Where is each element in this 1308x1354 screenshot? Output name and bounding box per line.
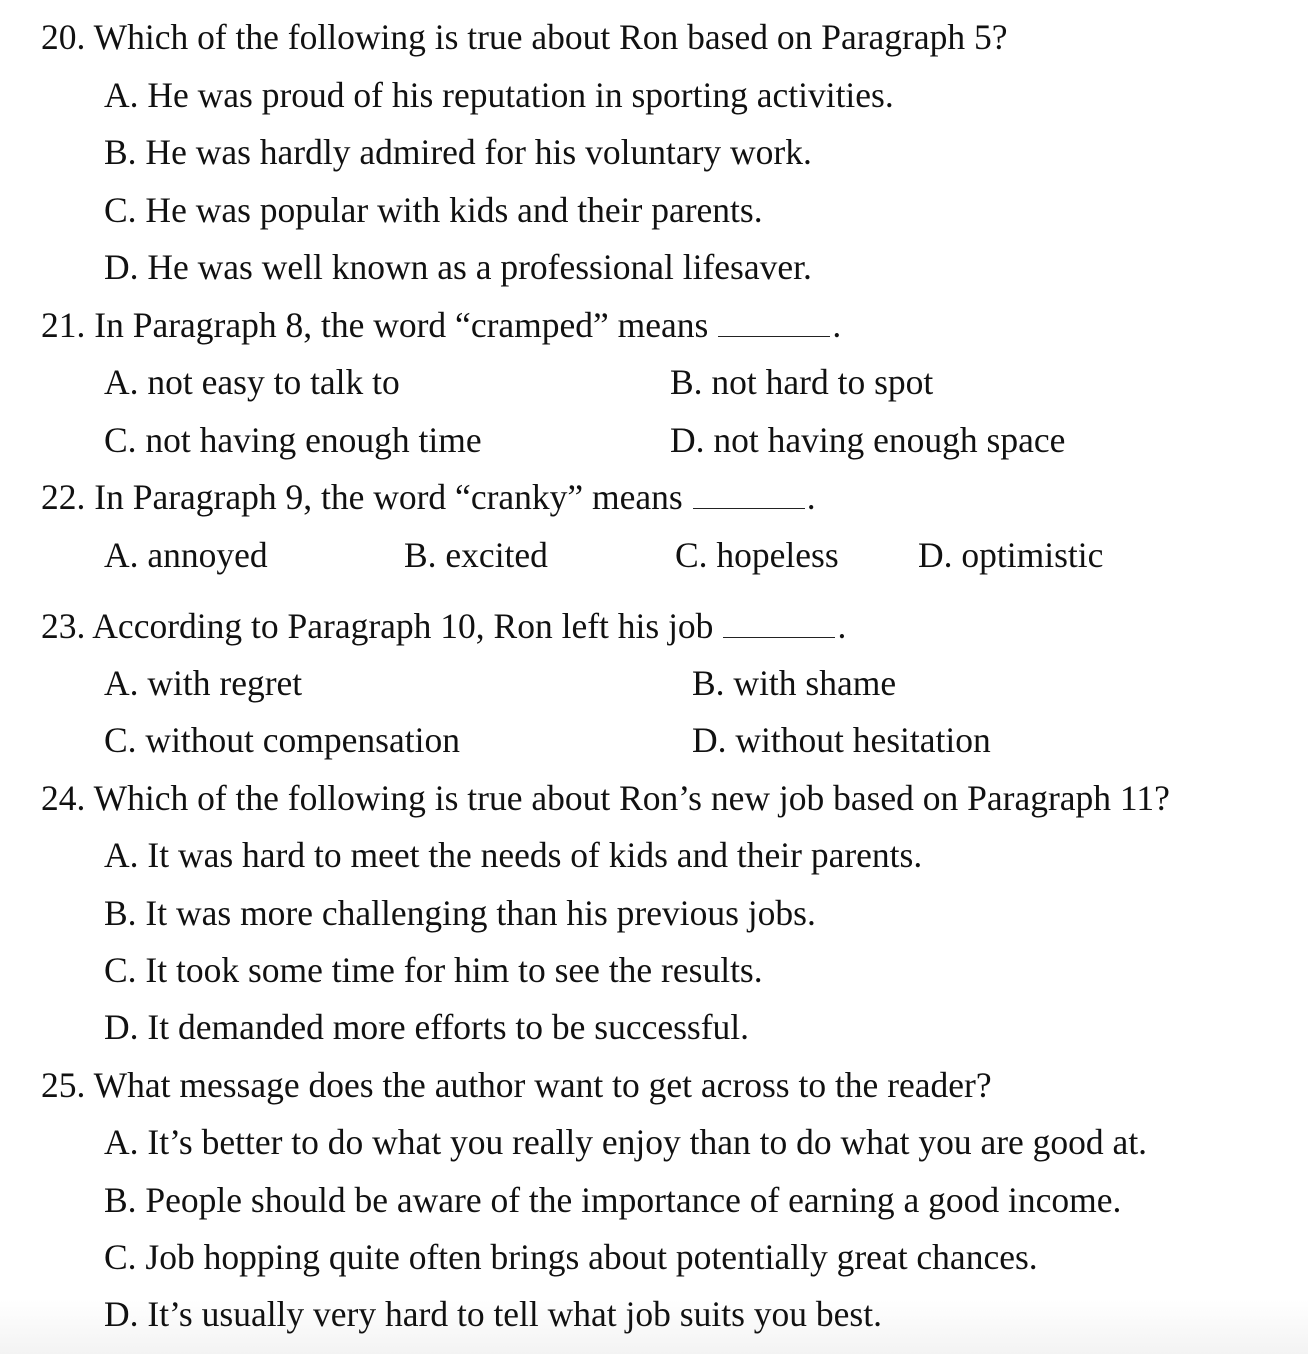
option-20-b: B. He was hardly admired for his voluntary work. xyxy=(104,132,812,172)
question-stem: In Paragraph 9, the word “cranky” means xyxy=(94,477,683,517)
option-21-a: A. not easy to talk to xyxy=(104,362,400,402)
question-end-punct: . xyxy=(806,477,816,517)
option-25-d: D. It’s usually very hard to tell what job suits you best. xyxy=(104,1294,882,1334)
option-25-a: A. It’s better to do what you really enjoy than to do what you are good at. xyxy=(104,1122,1148,1162)
question-25 xyxy=(41,1065,992,1105)
question-number: 24. xyxy=(41,778,86,818)
question-number: 22. xyxy=(41,477,86,517)
option-21-c: C. not having enough time xyxy=(104,420,482,460)
option-23-a: A. with regret xyxy=(104,663,303,703)
option-22-a: A. annoyed xyxy=(104,535,268,575)
question-stem: In Paragraph 8, the word “cramped” means xyxy=(94,305,709,345)
option-24-b: B. It was more challenging than his previous jobs. xyxy=(104,893,816,933)
option-22-d: D. optimistic xyxy=(918,535,1104,575)
question-22 xyxy=(41,477,816,517)
option-20-c: C. He was popular with kids and their parents. xyxy=(104,190,763,230)
option-22-c: C. hopeless xyxy=(675,535,839,575)
option-24-c: C. It took some time for him to see the results. xyxy=(104,950,763,990)
option-23-b: B. with shame xyxy=(692,663,897,703)
option-20-a: A. He was proud of his reputation in sporting activities. xyxy=(104,75,894,115)
option-21-d: D. not having enough space xyxy=(670,420,1066,460)
option-24-a: A. It was hard to meet the needs of kids and their parents. xyxy=(104,835,923,875)
question-stem: What message does the author want to get across to the reader? xyxy=(93,1065,992,1105)
question-number: 20. xyxy=(41,17,86,57)
question-stem: According to Paragraph 10, Ron left his job xyxy=(92,606,714,646)
question-23 xyxy=(41,606,846,646)
question-end-punct: . xyxy=(837,606,847,646)
question-number: 21. xyxy=(41,305,86,345)
question-stem: Which of the following is true about Ron’s new job based on Paragraph 11? xyxy=(93,778,1170,818)
option-20-d: D. He was well known as a professional lifesaver. xyxy=(104,247,812,287)
option-25-c: C. Job hopping quite often brings about potentially great chances. xyxy=(104,1237,1038,1277)
option-24-d: D. It demanded more efforts to be successful. xyxy=(104,1007,750,1047)
option-21-b: B. not hard to spot xyxy=(670,362,934,402)
option-23-d: D. without hesitation xyxy=(692,720,991,760)
option-23-c: C. without compensation xyxy=(104,720,460,760)
question-number: 23. xyxy=(41,606,86,646)
option-25-b: B. People should be aware of the importance of earning a good income. xyxy=(104,1180,1122,1220)
question-24 xyxy=(41,778,1170,818)
answer-blank xyxy=(693,482,805,509)
question-number: 25. xyxy=(41,1065,86,1105)
question-stem: Which of the following is true about Ron based on Paragraph 5? xyxy=(93,17,1008,57)
question-20 xyxy=(41,17,1008,57)
option-22-b: B. excited xyxy=(404,535,548,575)
question-end-punct: . xyxy=(832,305,842,345)
question-21 xyxy=(41,305,841,345)
answer-blank xyxy=(718,310,830,337)
answer-blank xyxy=(723,611,835,638)
